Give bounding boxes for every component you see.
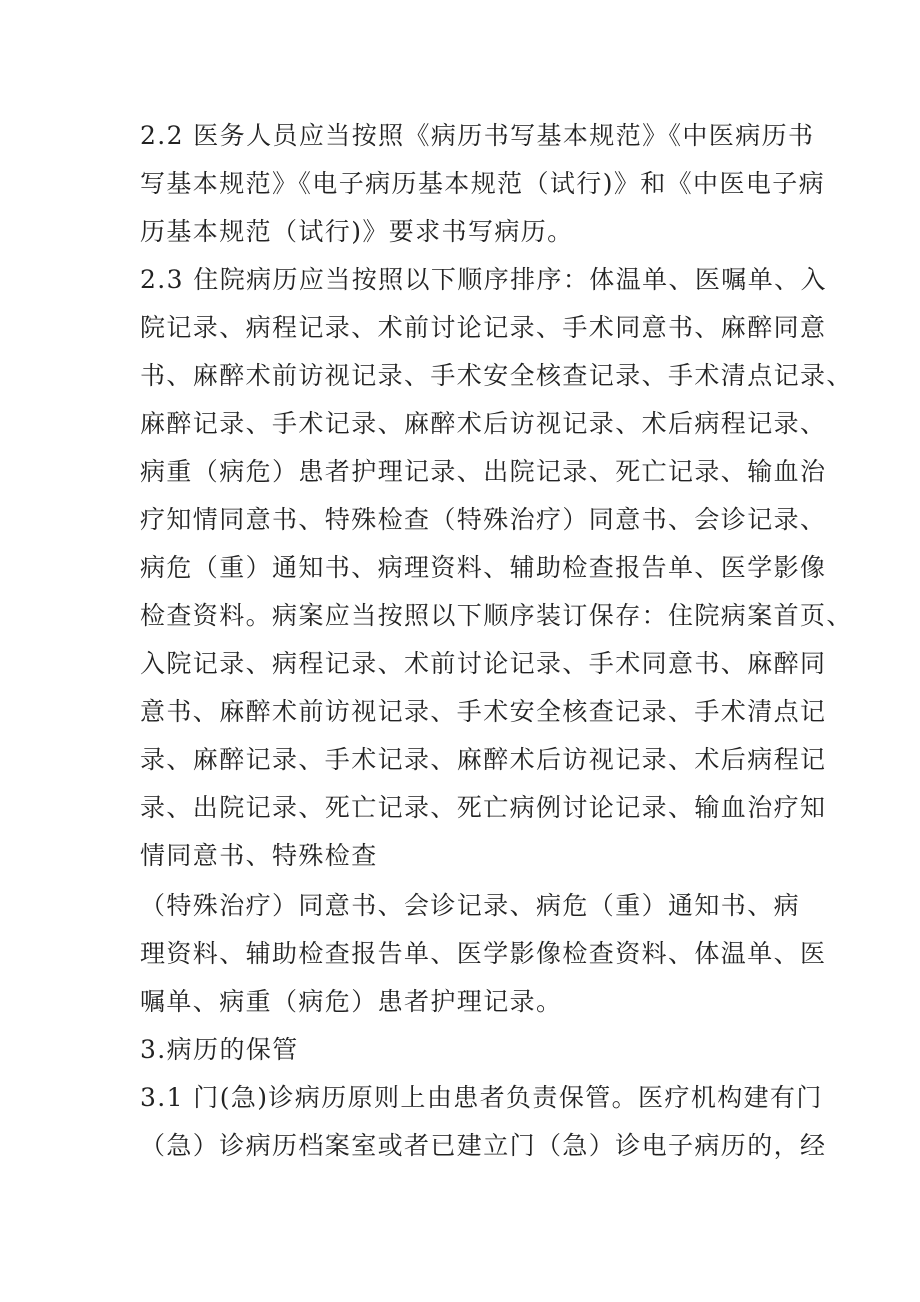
text-line: 嘱单、病重（病危）患者护理记录。 [140,987,563,1016]
text-line: （特殊治疗）同意书、会诊记录、病危（重）通知书、病 [140,891,801,920]
text-line: 情同意书、特殊检查 [140,841,378,870]
text-line: 3.1 门(急)诊病历原则上由患者负责保管。医疗机构建有门 [140,1083,823,1112]
text-line: 历基本规范（试行)》要求书写病历。 [140,217,574,246]
text-line: 麻醉记录、手术记录、麻醉术后访视记录、术后病程记录、 [140,409,827,438]
text-line: 2.3 住院病历应当按照以下顺序排序：体温单、医嘱单、入 [140,265,827,294]
text-line: （急）诊病历档案室或者已建立门（急）诊电子病历的，经 [140,1131,827,1160]
text-line: 2.2 医务人员应当按照《病历书写基本规范》《中医病历书 [140,121,815,150]
text-line: 疗知情同意书、特殊检查（特殊治疗）同意书、会诊记录、 [140,505,827,534]
text-line: 病危（重）通知书、病理资料、辅助检查报告单、医学影像 [140,553,827,582]
section-heading: 3.病历的保管 [140,1035,299,1064]
text-line: 院记录、病程记录、术前讨论记录、手术同意书、麻醉同意 [140,313,827,342]
text-line: 书、麻醉术前访视记录、手术安全核查记录、手术清点记录、 [140,361,853,390]
text-line: 写基本规范》《电子病历基本规范（试行)》和《中医电子病 [140,169,826,198]
text-line: 理资料、辅助检查报告单、医学影像检查资料、体温单、医 [140,939,827,968]
text-line: 录、出院记录、死亡记录、死亡病例讨论记录、输血治疗知 [140,793,827,822]
text-line: 检查资料。病案应当按照以下顺序装订保存：住院病案首页、 [140,601,853,630]
text-line: 录、麻醉记录、手术记录、麻醉术后访视记录、术后病程记 [140,745,827,774]
text-line: 入院记录、病程记录、术前讨论记录、手术同意书、麻醉同 [140,649,827,678]
text-line: 病重（病危）患者护理记录、出院记录、死亡记录、输血治 [140,457,827,486]
text-line: 意书、麻醉术前访视记录、手术安全核查记录、手术清点记 [140,697,827,726]
